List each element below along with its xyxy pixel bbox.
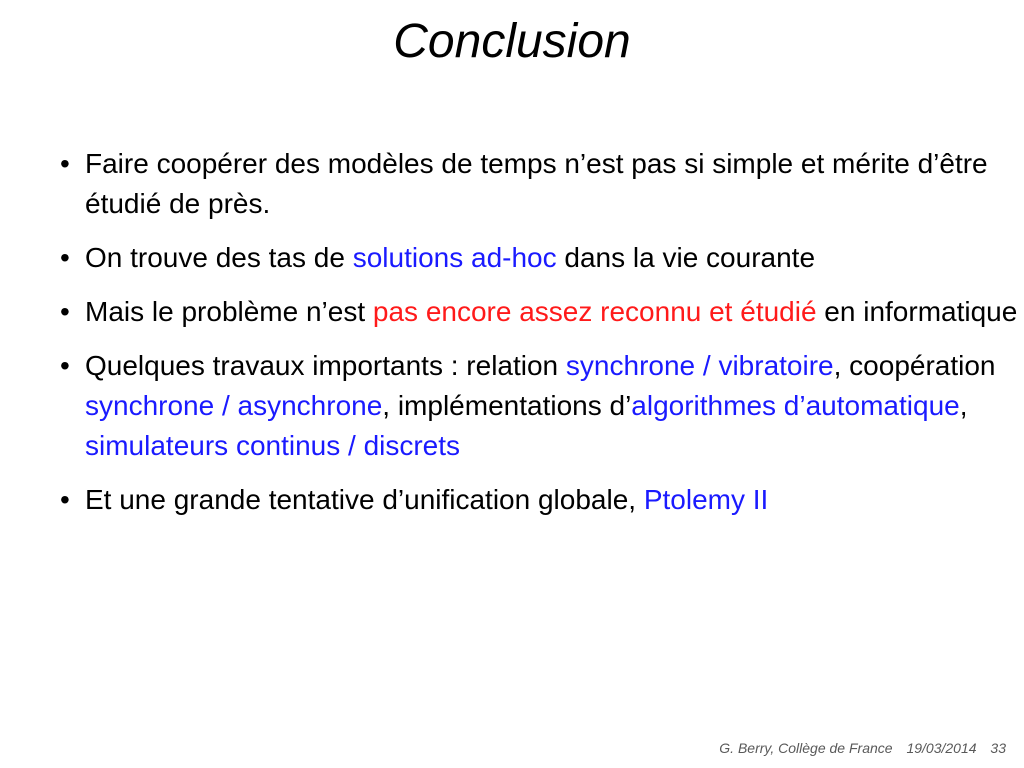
bullet-item bbox=[58, 238, 1024, 278]
bullet-text: dans la vie courante bbox=[556, 242, 816, 273]
bullet-text: Mais le problème n’est bbox=[85, 296, 373, 327]
slide-title: Conclusion bbox=[393, 15, 631, 68]
bullet-text: en informatique bbox=[816, 296, 1018, 327]
bullet-text: Faire coopérer des modèles de temps n’est pas si simple et mérite d’être étudié de près. bbox=[85, 148, 988, 219]
bullet-dot-icon: • bbox=[60, 350, 70, 381]
bullet-item bbox=[58, 292, 1024, 332]
bullet-item bbox=[58, 480, 1024, 520]
bullet-text: On trouve des tas de bbox=[85, 242, 353, 273]
highlighted-term: algorithmes d’automatique bbox=[631, 390, 960, 421]
highlighted-term: pas encore assez reconnu et étudié bbox=[372, 296, 817, 327]
bullet-text: , implémentations d’ bbox=[382, 390, 632, 421]
bullet-item bbox=[58, 144, 1024, 224]
highlighted-term: solutions ad-hoc bbox=[352, 242, 557, 273]
bullet-dot-icon: • bbox=[60, 148, 70, 179]
bullet-text: Quelques travaux importants : relation bbox=[85, 350, 566, 381]
bullet-dot-icon: • bbox=[60, 484, 70, 515]
footer-page-number: 33 bbox=[990, 740, 1006, 756]
bullet-item bbox=[58, 346, 1024, 466]
bullet-dot-icon: • bbox=[60, 296, 70, 327]
highlighted-term: synchrone / asynchrone bbox=[85, 390, 383, 421]
footer-date: 19/03/2014 bbox=[906, 740, 977, 756]
highlighted-term: Ptolemy II bbox=[643, 484, 769, 515]
bullet-dot-icon: • bbox=[60, 242, 70, 273]
highlighted-term: simulateurs continus / discrets bbox=[85, 430, 461, 461]
bullet-list bbox=[58, 144, 1024, 520]
bullet-text: , bbox=[959, 390, 968, 421]
highlighted-term: synchrone / vibratoire bbox=[565, 350, 834, 381]
slide-footer bbox=[719, 740, 1006, 756]
footer-author: G. Berry, Collège de France bbox=[719, 740, 893, 756]
bullet-text: , coopération bbox=[833, 350, 996, 381]
bullet-text: Et une grande tentative d’unification globale, bbox=[85, 484, 644, 515]
